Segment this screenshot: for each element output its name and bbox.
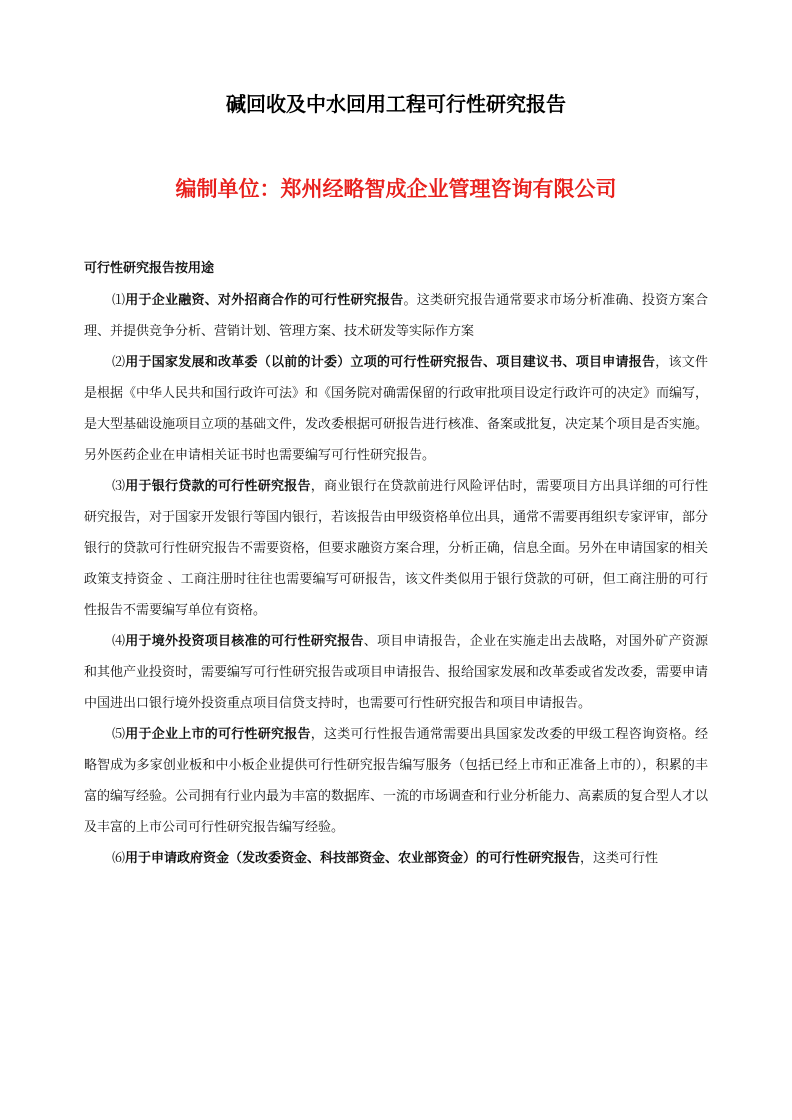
paragraph-text: ，这类可行性报告通常需要出具国家发改委的甲级工程咨询资格。经略智成为多家创业板和中小板企业提供可行性研究报告编写服务（包括已经上市和正准备上市的），积累的丰富的编写经验。公司拥有行业内最为丰富的数据库、一流的市场调查和行业分析能力、高素质的复合型人才以及丰富的上市公司可行性研究报告编写经验。 [84,727,709,835]
paragraph-text: 、项目申请报告，企业在实施走出去战略，对国外矿产资源和其他产业投资时，需要编写可行性研究报告或项目申请报告、报给国家发展和改革委或省发改委，需要申请中国进出口银行境外投资重点项目信贷支持时，也需要可行性研究报告和项目申请报告。 [84,634,709,711]
paragraph-text: ，该文件是根据《中华人民共和国行政许可法》和《国务院对确需保留的行政审批项目设定行政许可的决定》而编写，是大型基础设施项目立项的基础文件，发改委根据可研报告进行核准、备案或批复，决定某个项目是否实施。另外医药企业在申请相关证书时也需要编写可行性研究报告。 [84,355,709,463]
compiler-name: 郑州经略智成企业管理咨询有限公司 [280,177,617,201]
item-number: ⑹ [112,851,126,866]
compiler-label: 编制单位： [175,177,281,201]
paragraph [84,843,708,874]
paragraph [84,719,708,843]
item-number: ⑵ [112,355,126,370]
paragraph-text: ，商业银行在贷款前进行风险评估时，需要项目方出具详细的可行性研究报告，对于国家开发银行等国内银行，若该报告由甲级资格单位出具，通常不需要再组织专家评审，部分银行的贷款可行性研究报告不需要资格，但要求融资方案合理，分析正确，信息全面。另外在申请国家的相关政策支持资金 、工商注册时往往也需要编写可研报告，该文件类似用于银行贷款的可研，但工商注册的可行性报告不需要编写单位有资格。 [84,479,709,618]
paragraph-lead: 用于企业上市的可行性研究报告 [125,727,311,742]
paragraph [84,471,708,626]
paragraph [84,285,708,347]
paragraph-lead: 用于银行贷款的可行性研究报告 [125,479,311,494]
paragraph-lead: 用于国家发展和改革委（以前的计委）立项的可行性研究报告、项目建议书、项目申请报告 [125,355,656,370]
paragraph-lead: 用于境外投资项目核准的可行性研究报告 [125,634,364,649]
paragraph [84,626,708,719]
item-number: ⑴ [112,293,126,308]
document-body [84,285,708,874]
paragraph-text: 。这类研究报告通常要求市场分析准确、投资方案合理、并提供竞争分析、营销计划、管理方案、技术研发等实际作方案 [84,293,708,339]
paragraph-text: ，这类可行性 [580,851,659,866]
item-number: ⑸ [112,727,126,742]
paragraph-lead: 用于企业融资、对外招商合作的可行性研究报告 [125,293,404,308]
item-number: ⑶ [112,479,126,494]
paragraph [84,347,708,471]
paragraph-lead: 用于申请政府资金（发改委资金、科技部资金、农业部资金）的可行性研究报告 [125,851,581,866]
item-number: ⑷ [112,634,126,649]
section-heading: 可行性研究报告按用途 [84,261,215,276]
document-title: 碱回收及中水回用工程可行性研究报告 [226,92,566,116]
compiler-line [0,173,792,203]
